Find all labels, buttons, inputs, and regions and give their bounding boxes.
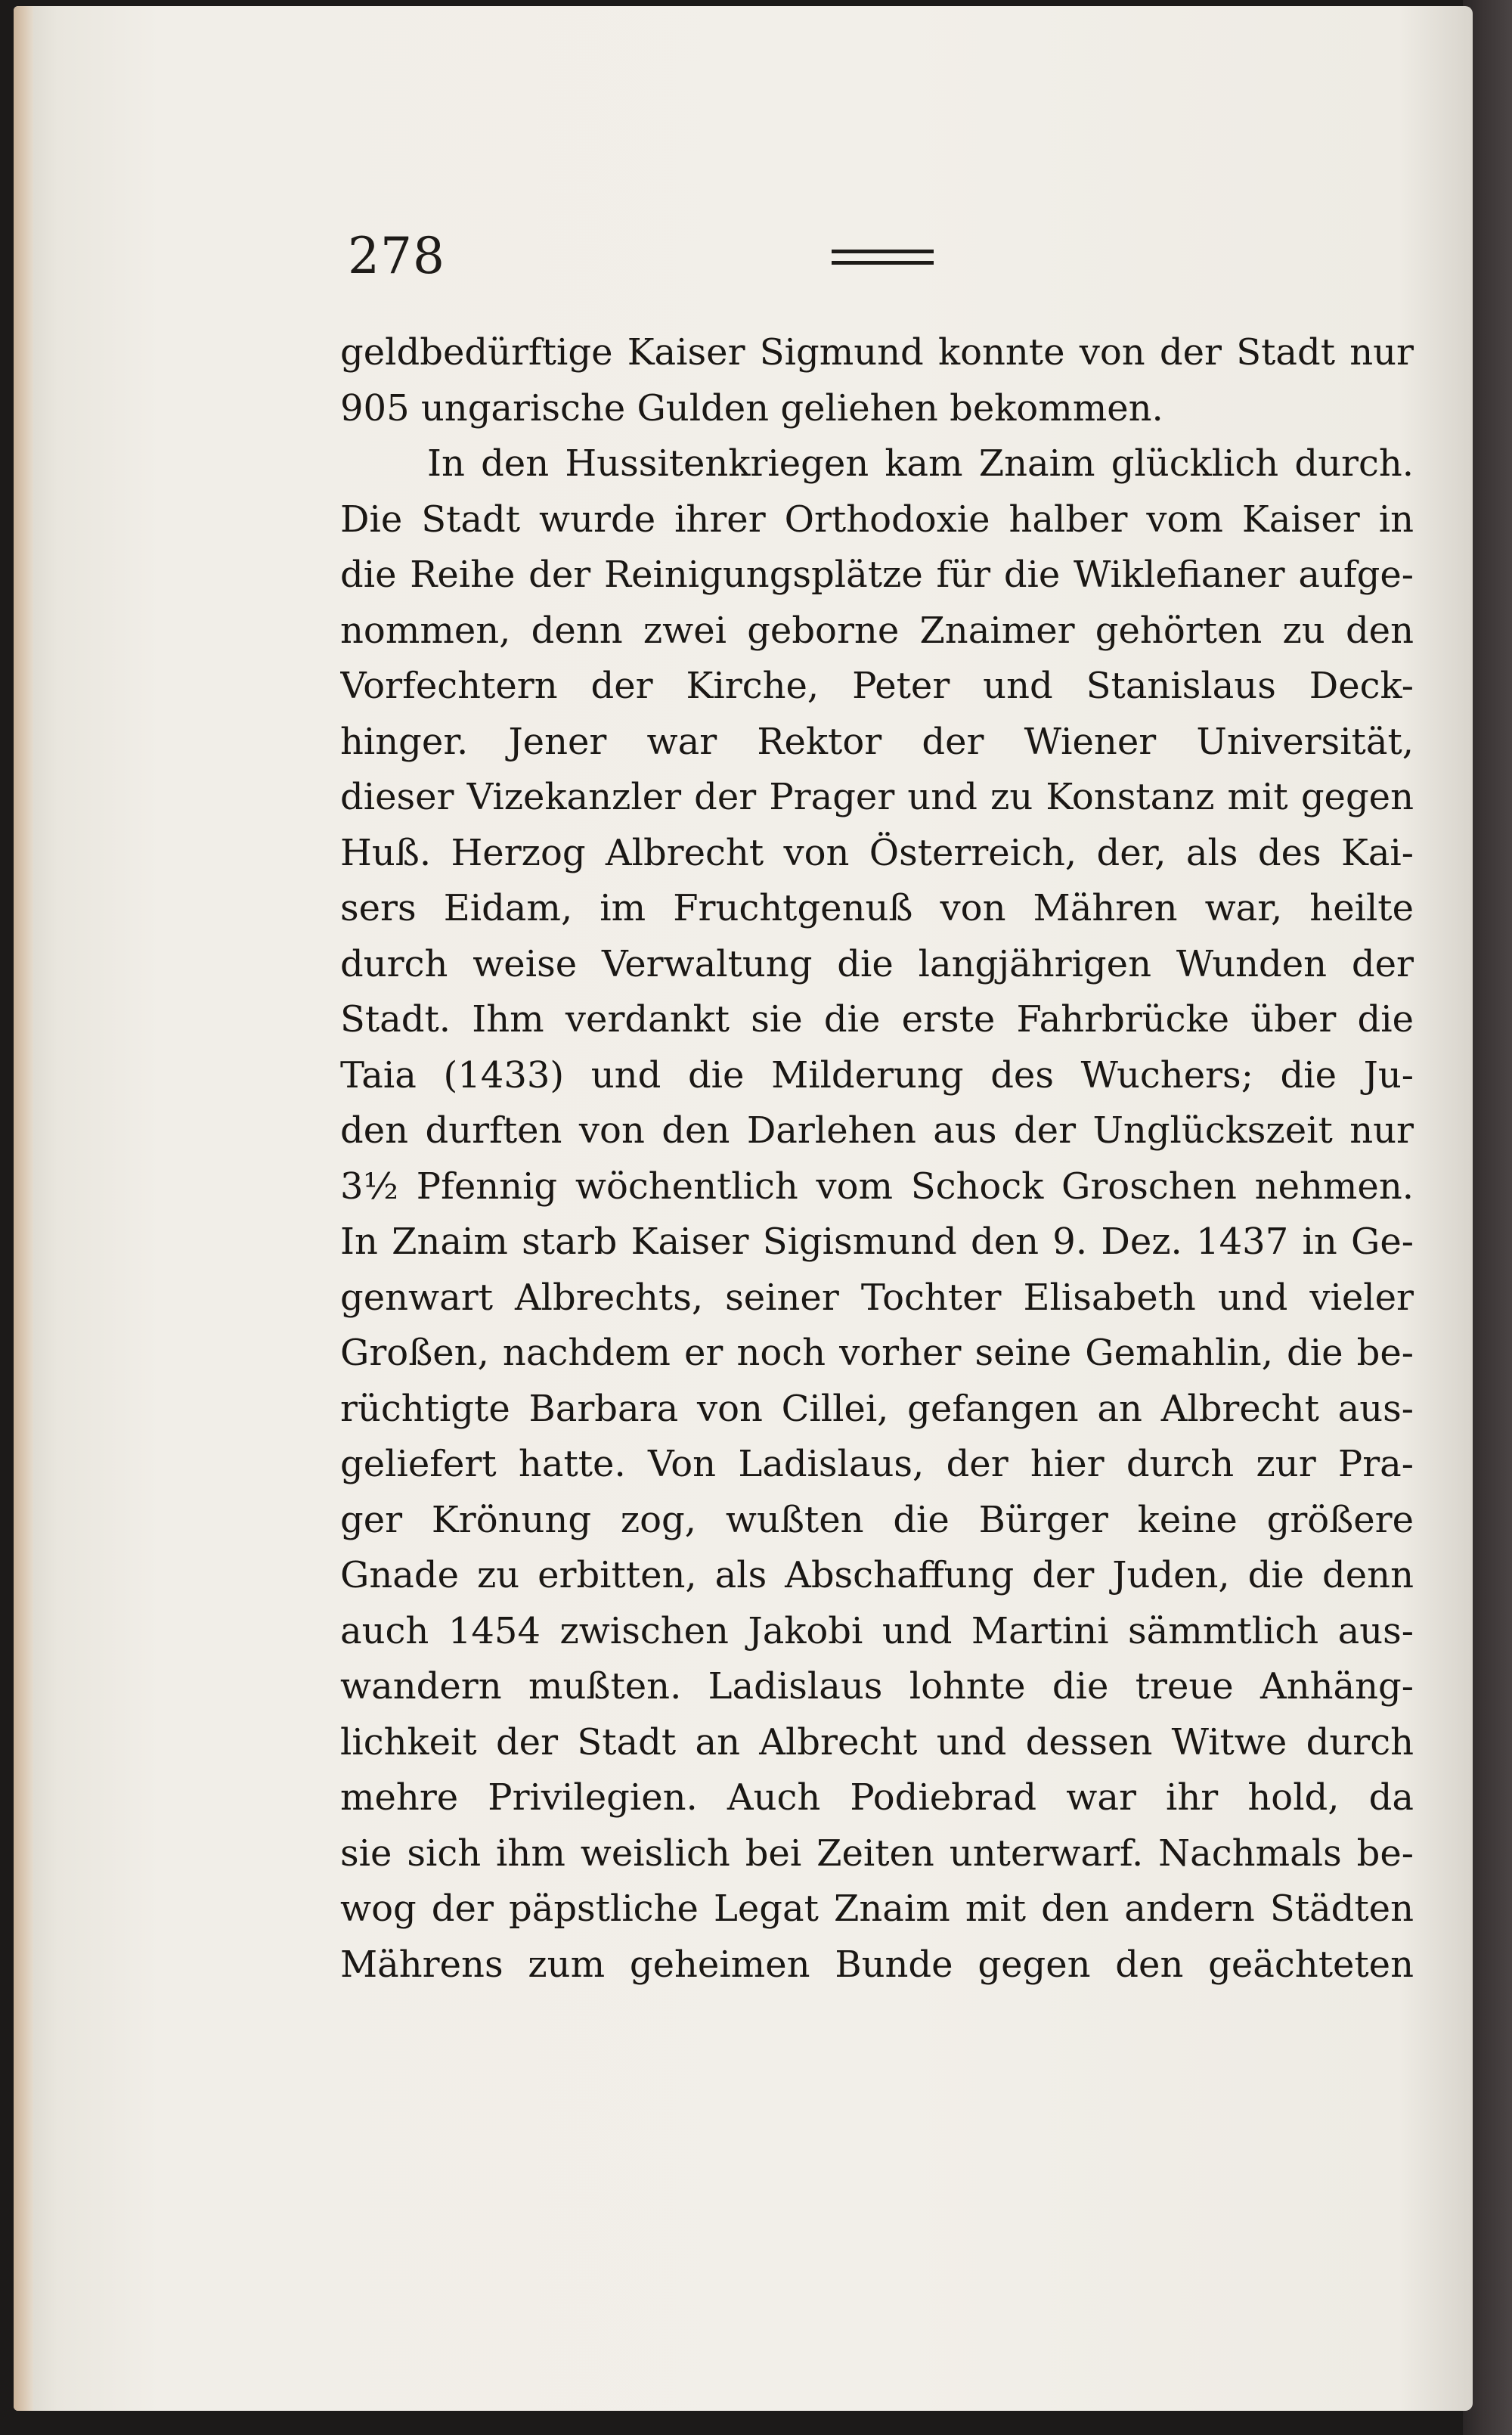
text-line: Huß. Herzog Albrecht von Österreich, der, als des Kai- — [340, 831, 1414, 874]
text-line: wandern mußten. Ladislaus lohnte die treue Anhäng- — [340, 1665, 1414, 1708]
text-line: 905 ungarische Gulden geliehen bekommen. — [340, 386, 1163, 430]
text-line: lichkeit der Stadt an Albrecht und dessen Witwe durch — [340, 1720, 1414, 1763]
text-line: nommen, denn zwei geborne Znaimer gehörten zu den — [340, 609, 1414, 652]
text-line: 3½ Pfennig wöchentlich vom Schock Groschen nehmen. — [340, 1165, 1414, 1208]
text-line: In den Hussitenkriegen kam Znaim glücklich durch. — [427, 442, 1414, 485]
text-line: Stadt. Ihm verdankt sie die erste Fahrbrücke über die — [340, 998, 1414, 1041]
text-line: sie sich ihm weislich bei Zeiten unterwarf. Nachmals be- — [340, 1832, 1414, 1875]
text-line: rüchtigte Barbara von Cillei, gefangen an Albrecht aus- — [340, 1387, 1414, 1430]
text-line: geliefert hatte. Von Ladislaus, der hier durch zur Pra- — [340, 1443, 1414, 1485]
header-double-rule — [832, 250, 934, 265]
text-line: ger Krönung zog, wußten die Bürger keine größere — [340, 1498, 1414, 1541]
text-line: die Reihe der Reinigungsplätze für die Wiklefianer aufge- — [340, 554, 1414, 596]
text-line: In Znaim starb Kaiser Sigismund den 9. Dez. 1437 in Ge- — [340, 1221, 1414, 1263]
text-line: Vorfechtern der Kirche, Peter und Stanislaus Deck- — [340, 665, 1414, 707]
text-line: sers Eidam, im Fruchtgenuß von Mähren war, heilte — [340, 887, 1414, 929]
text-line: geldbedürftige Kaiser Sigmund konnte von der Stadt nur — [340, 331, 1414, 374]
text-line: durch weise Verwaltung die langjährigen Wunden der — [340, 942, 1414, 985]
text-line: Die Stadt wurde ihrer Orthodoxie halber vom Kaiser in — [340, 498, 1414, 541]
text-line: wog der päpstliche Legat Znaim mit den andern Städten — [340, 1888, 1414, 1930]
text-line: mehre Privilegien. Auch Podiebrad war ihr hold, da — [340, 1776, 1414, 1819]
text-line: Großen, nachdem er noch vorher seine Gemahlin, die be- — [340, 1332, 1414, 1374]
text-line: Taia (1433) und die Milderung des Wuchers; die Ju- — [340, 1053, 1414, 1097]
body-text — [340, 325, 1414, 1993]
text-line: hinger. Jener war Rektor der Wiener Universität, — [340, 720, 1414, 763]
text-line: den durften von den Darlehen aus der Unglückszeit nur — [340, 1109, 1414, 1152]
text-line: Mährens zum geheimen Bunde gegen den geächteten — [340, 1943, 1414, 1986]
text-line: auch 1454 zwischen Jakobi und Martini sämmtlich aus- — [340, 1609, 1414, 1652]
text-line: dieser Vizekanzler der Prager und zu Konstanz mit gegen — [340, 776, 1414, 818]
page-gutter-edge — [14, 6, 33, 2411]
text-line: genwart Albrechts, seiner Tochter Elisabeth und vieler — [340, 1276, 1414, 1319]
text-line: Gnade zu erbitten, als Abschaffung der Juden, die denn — [340, 1554, 1414, 1596]
page-number: 278 — [348, 227, 445, 285]
